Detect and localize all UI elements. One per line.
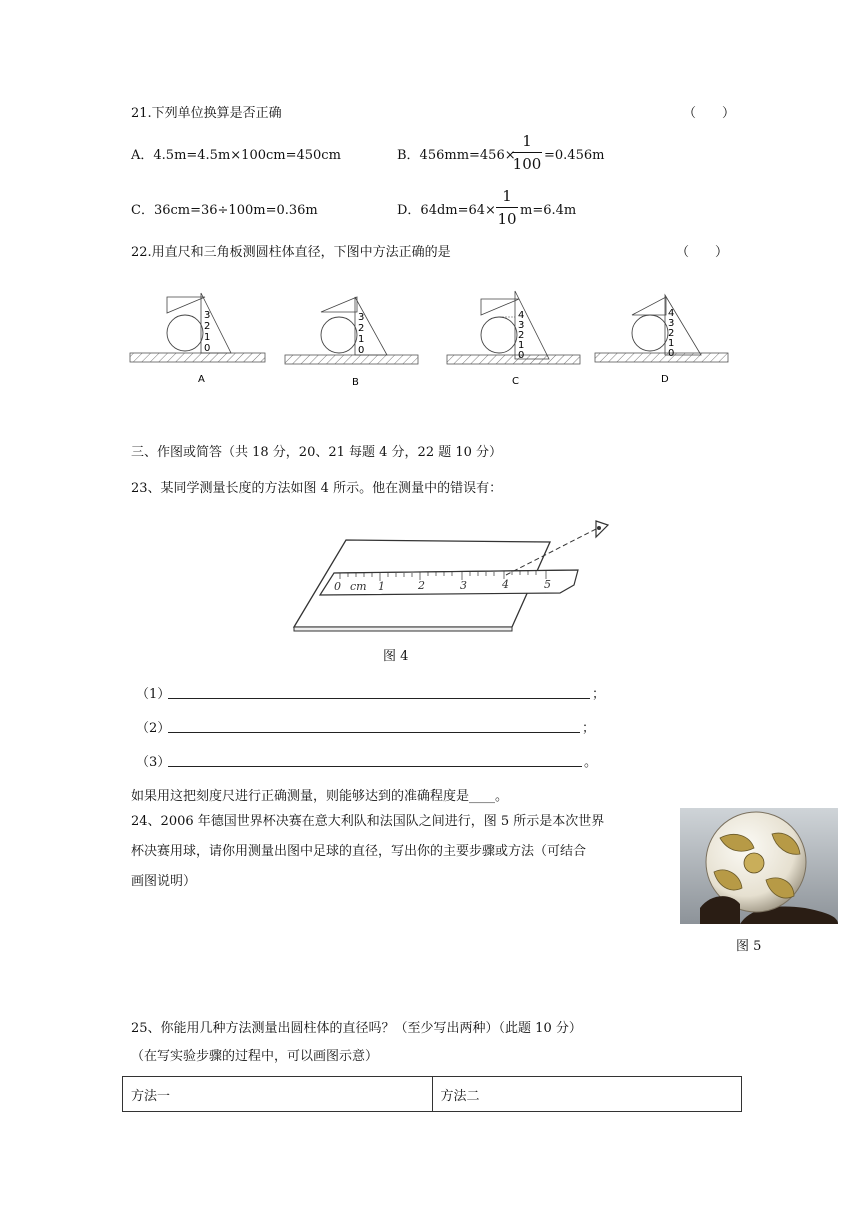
fraction-numerator: 1 bbox=[502, 187, 512, 205]
q24-line-3: 画图说明） bbox=[131, 874, 197, 889]
q21-option-a: A．4.5m=4.5m×100cm=450cm bbox=[131, 148, 341, 163]
tick-label: 3 bbox=[518, 320, 525, 331]
tick-label: 0 bbox=[518, 350, 525, 361]
q23-answer-end-2: ； bbox=[582, 721, 596, 736]
section-3-heading: 三、作图或简答（共 18 分，20、21 每题 4 分，22 题 10 分） bbox=[131, 445, 503, 460]
tick-label: 2 bbox=[204, 321, 211, 332]
figure-c bbox=[447, 291, 580, 387]
tick-label: 2 bbox=[668, 328, 675, 339]
q23-answer-line-1[interactable] bbox=[168, 698, 590, 699]
figure-label: B bbox=[352, 377, 359, 388]
q23-precision-question: 如果用这把刻度尺进行正确测量，则能够达到的准确程度是____。 bbox=[131, 789, 509, 804]
tick-label: 3 bbox=[204, 310, 211, 321]
ruler-tick-label: 2 bbox=[418, 579, 425, 592]
figure-4-caption: 图 4 bbox=[383, 649, 409, 664]
tick-label: 1 bbox=[204, 332, 211, 343]
q25-methods-table bbox=[122, 1076, 742, 1112]
ruler-tick-label: 0 bbox=[334, 580, 341, 593]
figure-b bbox=[285, 297, 418, 388]
q22-figures bbox=[125, 285, 745, 395]
q23-answer-end-1: ； bbox=[592, 687, 606, 702]
q21-stem: 21.下列单位换算是否正确 bbox=[131, 106, 282, 121]
method-two-cell[interactable]: 方法二 bbox=[432, 1077, 742, 1112]
q24-line-1: 24、2006 年德国世界杯决赛在意大利队和法国队之间进行，图 5 所示是本次世界 bbox=[131, 814, 605, 829]
q23-answer-label-3: （3） bbox=[136, 755, 171, 770]
tick-label: 1 bbox=[358, 334, 365, 345]
q24-line-2: 杯决赛用球，请你用测量出图中足球的直径，写出你的主要步骤或方法（可结合 bbox=[131, 844, 587, 859]
q23-stem: 23、某同学测量长度的方法如图 4 所示。他在测量中的错误有： bbox=[131, 481, 503, 496]
q25-note: （在写实验步骤的过程中，可以画图示意） bbox=[131, 1049, 379, 1064]
tick-label: 2 bbox=[518, 330, 525, 341]
ruler-tick-label: 1 bbox=[378, 580, 385, 593]
ruler-tick-label: 4 bbox=[502, 578, 509, 591]
q21-option-b-prefix: B．456mm=456× bbox=[397, 148, 516, 163]
tick-label: 3 bbox=[358, 312, 365, 323]
figure-a bbox=[130, 293, 265, 385]
tick-label: 1 bbox=[518, 340, 525, 351]
tick-label: 0 bbox=[358, 345, 365, 356]
figure-label: C bbox=[512, 376, 519, 387]
tick-label: 3 bbox=[668, 318, 675, 329]
figure-label: D bbox=[661, 374, 669, 385]
q22-answer-blank: （ ） bbox=[676, 245, 729, 260]
figure-5-caption: 图 5 bbox=[736, 939, 762, 954]
q25-stem: 25、你能用几种方法测量出圆柱体的直径吗？（至少写出两种）（此题 10 分） bbox=[131, 1021, 582, 1036]
tick-label: 0 bbox=[204, 343, 211, 354]
q22-stem: 22.用直尺和三角板测圆柱体直径，下图中方法正确的是 bbox=[131, 245, 451, 260]
ruler-tick-label: 5 bbox=[544, 578, 551, 591]
q21-option-d-fraction bbox=[496, 187, 518, 228]
figure-label: A bbox=[198, 374, 205, 385]
fraction-numerator: 1 bbox=[522, 132, 532, 150]
q23-answer-label-2: （2） bbox=[136, 721, 171, 736]
tick-label: 4 bbox=[668, 308, 675, 319]
q23-answer-label-1: （1） bbox=[136, 687, 171, 702]
figure-5-football-photo bbox=[680, 808, 838, 924]
q21-option-d-prefix: D．64dm=64× bbox=[397, 203, 496, 218]
figure-4-ruler-diagram bbox=[290, 515, 620, 640]
tick-label: 1 bbox=[668, 338, 675, 349]
ruler-tick-label: 3 bbox=[460, 579, 467, 592]
method-one-cell[interactable]: 方法一 bbox=[123, 1077, 433, 1112]
q21-option-b-fraction bbox=[512, 132, 542, 173]
q21-option-c: C．36cm=36÷100m=0.36m bbox=[131, 203, 318, 218]
q23-answer-line-3[interactable] bbox=[168, 766, 582, 767]
q21-option-d-suffix: m=6.4m bbox=[520, 203, 577, 218]
q21-option-b-suffix: =0.456m bbox=[544, 148, 605, 163]
q23-answer-line-2[interactable] bbox=[168, 732, 580, 733]
ruler-unit-label: cm bbox=[350, 580, 367, 593]
tick-label: 2 bbox=[358, 323, 365, 334]
q23-answer-end-3: 。 bbox=[584, 755, 598, 770]
tick-label: 0 bbox=[668, 348, 675, 359]
fraction-denominator: 10 bbox=[497, 210, 517, 228]
fraction-denominator: 100 bbox=[512, 155, 542, 173]
figure-d bbox=[595, 295, 728, 385]
tick-label: 4 bbox=[518, 310, 525, 321]
q21-answer-blank: （ ） bbox=[683, 106, 736, 121]
